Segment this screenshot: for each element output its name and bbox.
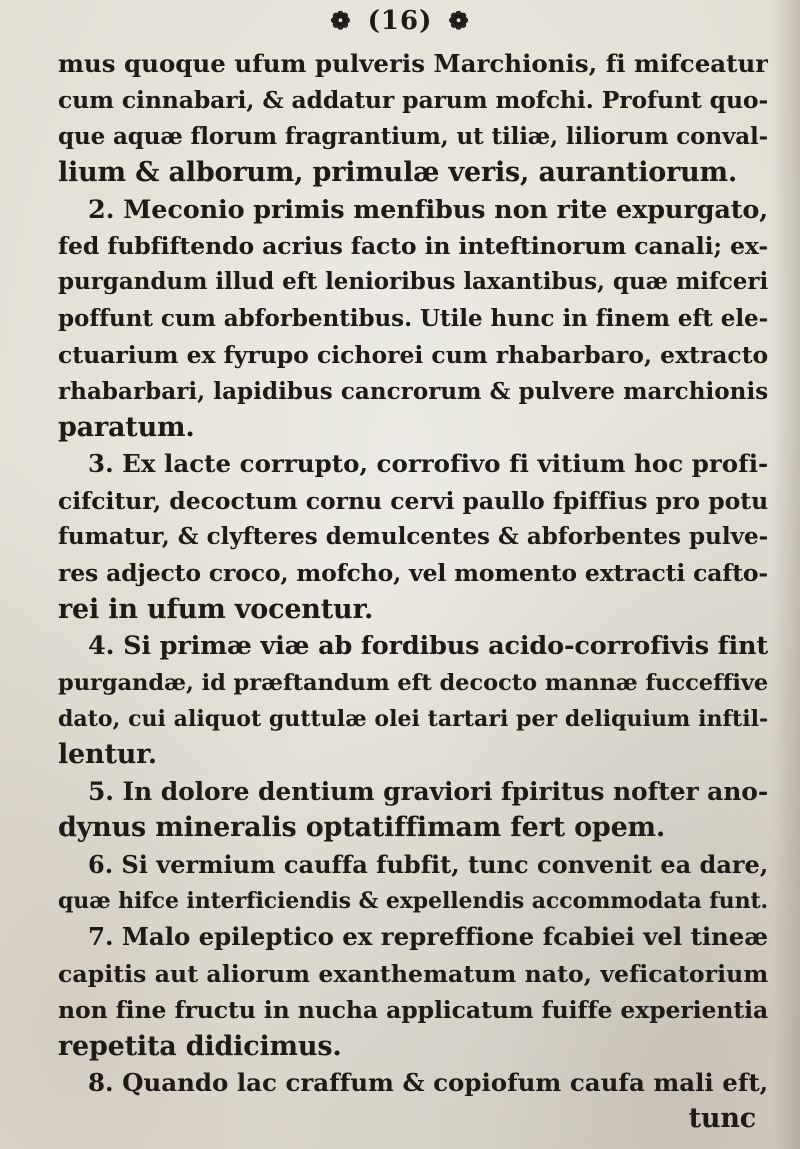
text-line: paratum. (58, 411, 195, 443)
page-header (0, 6, 800, 36)
text-line: 8. Quando lac craffum & copiofum caufa mali eft, (88, 1067, 768, 1097)
text-line: rei in ufum vocentur. (58, 593, 374, 625)
text-line: fed fubfiftendo acrius facto in inteftinorum canali; ex- (58, 231, 768, 260)
text-line: cum cinnabari, & addatur parum mofchi. Profunt quo- (58, 86, 768, 115)
text-line: res adjecto croco, mofcho, vel momento extracti cafto- (58, 559, 768, 588)
text-line: purgandæ, id præftandum eft decocto mannæ fucceffive (58, 669, 768, 696)
text-line: repetita didicimus. (58, 1030, 342, 1062)
text-line: ctuarium ex fyrupo cichorei cum rhabarbaro, extracto (58, 341, 768, 370)
text-line: 3. Ex lacte corrupto, corrofivo fi vitium hoc profi- (88, 449, 768, 479)
body-text (58, 46, 768, 1138)
text-line: que aquæ florum fragrantium, ut tiliæ, liliorum conval- (58, 122, 768, 150)
page-number: (16) (367, 6, 433, 36)
ornament-right-icon: ❁ (448, 6, 470, 35)
text-line: lium & alborum, primulæ veris, aurantiorum. (58, 157, 738, 189)
text-line: mus quoque ufum pulveris Marchionis, fi mifceatur (58, 49, 768, 78)
text-line: non fine fructu in nucha applicatum fuiffe experientia (58, 996, 768, 1025)
text-line: tunc (688, 1103, 756, 1135)
text-line: lentur. (58, 739, 157, 771)
ornament-left-icon: ❁ (330, 6, 352, 35)
text-line: rhabarbari, lapidibus cancrorum & pulvere marchionis (58, 377, 768, 405)
text-line: quæ hifce interficiendis & expellendis accommodata funt. (58, 887, 768, 914)
text-line: capitis aut aliorum exanthematum nato, veficatorium (58, 959, 768, 988)
text-line: dynus mineralis optatiffimam fert opem. (58, 812, 666, 844)
text-line: fumatur, & clyfteres demulcentes & abforbentes pulve- (58, 523, 768, 551)
text-line: cifcitur, decoctum cornu cervi paullo fpiffius pro potu (58, 486, 768, 515)
text-line: 5. In dolore dentium graviori fpiritus nofter ano- (88, 776, 768, 806)
text-line: dato, cui aliquot guttulæ olei tartari per deliquium inftil- (58, 706, 768, 733)
page-edge-shadow (772, 0, 800, 1149)
text-line: 4. Si primæ viæ ab fordibus acido-corrofivis fint (88, 631, 768, 662)
text-line: 2. Meconio primis menfibus non rite expurgato, (88, 194, 768, 225)
text-line: purgandum illud eft lenioribus laxantibus, quæ mifceri (58, 268, 768, 296)
text-line: poffunt cum abforbentibus. Utile hunc in finem eft ele- (58, 304, 768, 332)
text-line: 6. Si vermium cauffa fubfit, tunc convenit ea dare, (88, 849, 768, 879)
text-line: 7. Malo epileptico ex repreffione fcabiei vel tineæ (88, 922, 768, 952)
